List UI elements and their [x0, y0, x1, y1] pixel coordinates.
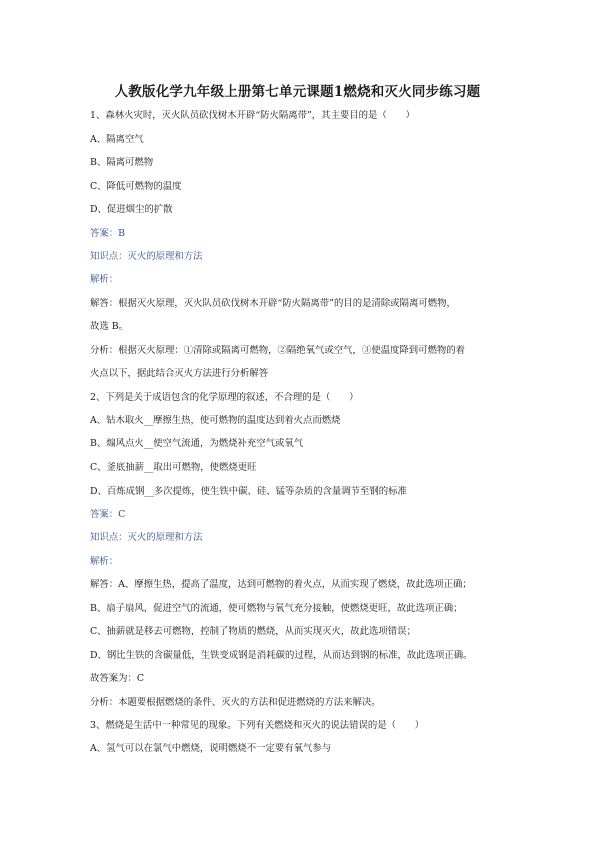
answer-line: 答案：C [90, 509, 126, 520]
text-line: 故选 B。 [90, 321, 128, 332]
text-line: 解答：A、摩擦生热，提高了温度，达到可燃物的着火点，从而实现了燃烧，故此选项正确； [90, 579, 472, 590]
knowledge-point-line: 知识点：灭火的原理和方法 [90, 532, 203, 543]
text-line: 解答：根据灭火原理，灭火队员砍伐树木开辟“防火隔离带”的目的是清除或隔离可燃物， [90, 298, 456, 309]
text-line: 1、森林火灾时，灭火队员砍伐树木开辟“防火隔离带”，其主要目的是（ ） [90, 110, 415, 121]
text-line: C、釜底抽薪__取出可燃物，使燃烧更旺 [90, 462, 257, 473]
text-line: B、隔离可燃物 [90, 157, 154, 168]
text-line: A、氢气可以在氯气中燃烧，说明燃烧不一定要有氧气参与 [90, 743, 332, 754]
text-line: D、促进烟尘的扩散 [90, 204, 173, 215]
text-line: 3、燃烧是生活中一种常见的现象。下列有关燃烧和灭火的说法错误的是（ ） [90, 720, 425, 731]
knowledge-point-line: 知识点：灭火的原理和方法 [90, 251, 203, 262]
text-line: 分析：本题要根据燃烧的条件、灭火的方法和促进燃烧的方法来解决。 [90, 697, 381, 708]
text-line: D、百炼成钢__多次提炼，使生铁中碳、硅、锰等杂质的含量调节至钢的标准 [90, 486, 407, 497]
text-line: C、抽薪就是移去可燃物，控制了物质的燃烧，从而实现灭火，故此选项错误； [90, 626, 416, 637]
document-title: 人教版化学九年级上册第七单元课题1燃烧和灭火同步练习题 [114, 84, 481, 100]
answer-line: 答案：B [90, 228, 126, 239]
text-line: C、降低可燃物的温度 [90, 181, 182, 192]
text-line: D、钢比生铁的含碳量低，生铁变成钢是消耗碳的过程，从而达到钢的标准，故此选项正确。 [90, 650, 473, 661]
text-line: 火点以下，据此结合灭火方法进行分析解答 [90, 368, 269, 379]
text-line: B、煽风点火__使空气流通，为燃烧补充空气或氧气 [90, 438, 304, 449]
text-line: 2、下列是关于成语包含的化学原理的叙述，不合理的是（ ） [90, 392, 359, 403]
text-line: 分析：根据灭火原理：①清除或隔离可燃物，②隔绝氧气或空气，③使温度降到可燃物的着 [90, 345, 466, 356]
analysis-label: 解析： [90, 556, 119, 567]
text-line: 故答案为：C [90, 673, 145, 684]
analysis-label: 解析： [90, 274, 119, 285]
text-line: B、扇子扇风，促进空气的流通，使可燃物与氧气充分接触，使燃烧更旺，故此选项正确； [90, 603, 463, 614]
text-line: A、隔离空气 [90, 134, 144, 145]
text-line: A、钻木取火__摩擦生热，使可燃物的温度达到着火点而燃烧 [90, 415, 341, 426]
